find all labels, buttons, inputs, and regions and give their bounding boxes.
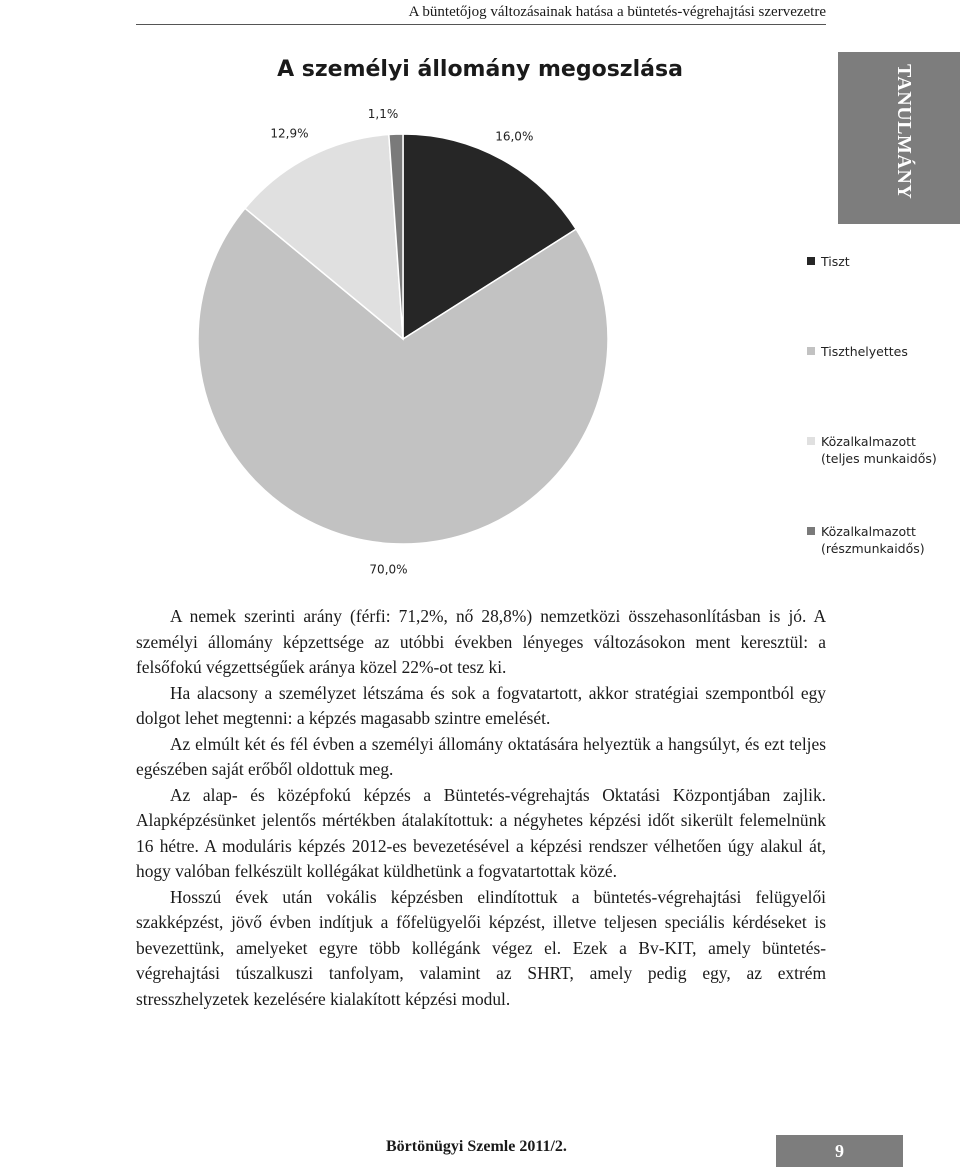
- legend-label-line: Közalkalmazott: [821, 434, 916, 449]
- legend-label: [821, 433, 937, 467]
- page-number: 9: [835, 1141, 844, 1161]
- legend-label-line: (részmunkaidős): [821, 541, 925, 556]
- pie-data-label: 12,9%: [270, 126, 309, 141]
- article-body: [136, 604, 826, 1012]
- header-divider: [136, 24, 826, 25]
- legend-swatch: [807, 257, 815, 265]
- paragraph: Hosszú évek után vokális képzésben elindítottuk a büntetés-végrehajtási felügyelői szakképzést, jövő évben indítjuk a főfelügyelői képzést, illetve teljesen speciális kérdéseket is bevezettünk, amelyeket egyre több kollégánk végez el. Ezek a Bv-KIT, amely büntetés-végrehajtási túszalkuszi tanfolyam, valamint az SHRT, amely pedig egy, az extrém stresszhelyzetek kezelésére kialakított képzési modul.: [136, 886, 826, 1009]
- legend-swatch: [807, 527, 815, 535]
- pie-data-label: 16,0%: [495, 129, 534, 144]
- legend-label-line: Közalkalmazott: [821, 524, 916, 539]
- legend-swatch: [807, 437, 815, 445]
- section-tab-label: TANULMÁNY: [893, 64, 915, 200]
- legend-label-line: (teljes munkaidős): [821, 451, 937, 466]
- footer-journal-title: Börtönügyi Szemle 2011/2.: [386, 1138, 567, 1155]
- legend-item: [807, 343, 957, 360]
- legend-label: [821, 253, 850, 270]
- legend-swatch: [807, 347, 815, 355]
- paragraph: A nemek szerinti arány (férfi: 71,2%, nő 28,8%) nemzetközi összehasonlításban is jó. A személyi állomány képzettsége az utóbbi években lényeges változásokon ment keresztül: a felsőfokú végzettségűek aránya közel 22%-ot tesz ki.: [136, 606, 826, 677]
- legend-label: [821, 523, 925, 557]
- legend-item: [807, 523, 957, 557]
- chart-title: A személyi állomány megoszlása: [277, 57, 683, 82]
- legend-label: [821, 343, 908, 360]
- paragraph: Az alap- és középfokú képzés a Büntetés-végrehajtás Oktatási Központjában zajlik. Alapképzésünket jelentős mértékben átalakítottuk: a négyhetes képzési időt sikerült felemelnünk 16 hétre. A moduláris képzés 2012-es bevezetésével a képzési rendszer vélhetően úgy alakul át, hogy valóban felkészült kollégákat küldhetünk a fogvatartottak közé.: [136, 784, 826, 881]
- footer-page-box: [776, 1135, 903, 1167]
- legend-label-line: Tiszt: [821, 254, 850, 269]
- pie-data-label: 70,0%: [369, 562, 408, 577]
- legend-item: [807, 253, 957, 270]
- legend-item: [807, 433, 957, 467]
- running-header: A büntetőjog változásainak hatása a büntetés-végrehajtási szervezetre: [408, 4, 826, 20]
- paragraph: Ha alacsony a személyzet létszáma és sok a fogvatartott, akkor stratégiai szempontból egy dolgot lehet megtenni: a képzés magasabb szintre emelését.: [136, 682, 826, 728]
- paragraph: Az elmúlt két és fél évben a személyi állomány oktatására helyeztük a hangsúlyt, és ezt teljes egészében saját erőből oldottuk meg.: [136, 733, 826, 779]
- legend-label-line: Tiszthelyettes: [821, 344, 908, 359]
- pie-chart-svg: [150, 44, 810, 579]
- pie-data-label: 1,1%: [367, 107, 399, 122]
